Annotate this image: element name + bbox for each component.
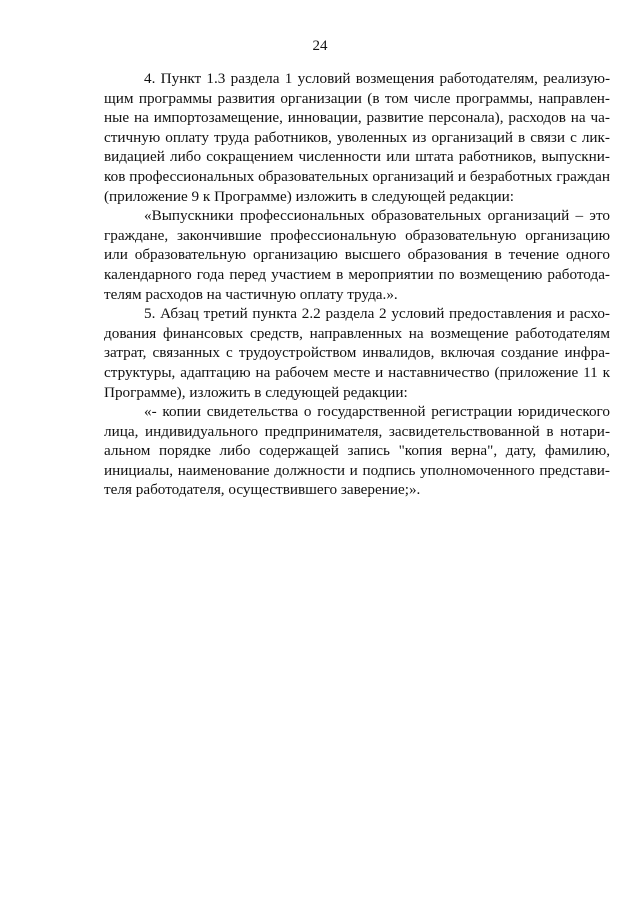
paragraph-item-4 (104, 69, 610, 206)
page-number: 24 (312, 38, 328, 54)
text-line: «Выпускники профессиональных образовательных организаций – это (144, 207, 610, 225)
text-line: телям расходов на частичную оплату труда.». (104, 285, 398, 303)
text-line: дования финансовых средств, направленных на возмещение работодателям (104, 324, 610, 342)
paragraph-item-5 (104, 304, 610, 402)
text-line: затрат, связанных с трудоустройством инвалидов, включая создание инфра- (104, 344, 610, 362)
text-line: видацией либо сокращением численности или штата работников, выпускни- (104, 148, 610, 166)
text-line: теля работодателя, осуществившего заверение;». (104, 481, 421, 499)
text-line: щим программы развития организации (в том числе программы, направлен- (104, 89, 610, 107)
document-body (104, 69, 610, 500)
text-line: или образовательную организацию высшего образования в течение одного (104, 246, 610, 264)
text-line: структуры, адаптацию на рабочем месте и наставничество (приложение 11 к (104, 363, 610, 381)
text-line: Программе), изложить в следующей редакции: (104, 383, 408, 401)
paragraph-item-4-quote (104, 206, 610, 304)
text-line: (приложение 9 к Программе) изложить в следующей редакции: (104, 187, 514, 205)
text-line: календарного года перед участием в мероприятии по возмещению работода- (104, 265, 610, 283)
text-line: граждане, закончившие профессиональную образовательную организацию (104, 226, 610, 244)
paragraph-item-5-quote (104, 402, 610, 500)
text-line: лица, индивидуального предпринимателя, засвидетельствованной в нотари- (104, 422, 610, 440)
text-line: ков профессиональных образовательных организаций и безработных граждан (104, 167, 610, 185)
text-line: 5. Абзац третий пункта 2.2 раздела 2 условий предоставления и расхо- (144, 305, 610, 323)
text-line: стичную оплату труда работников, уволенных из организаций в связи с лик- (104, 128, 610, 146)
text-line: ные на импортозамещение, инновации, развитие персонала), расходов на ча- (104, 109, 610, 127)
text-line: инициалы, наименование должности и подпись уполномоченного представи- (104, 461, 610, 479)
text-line: 4. Пункт 1.3 раздела 1 условий возмещения работодателям, реализую- (144, 70, 610, 87)
text-line: альном порядке либо содержащей запись "копия верна", дату, фамилию, (104, 442, 610, 460)
text-line: «- копии свидетельства о государственной регистрации юридического (144, 403, 610, 421)
